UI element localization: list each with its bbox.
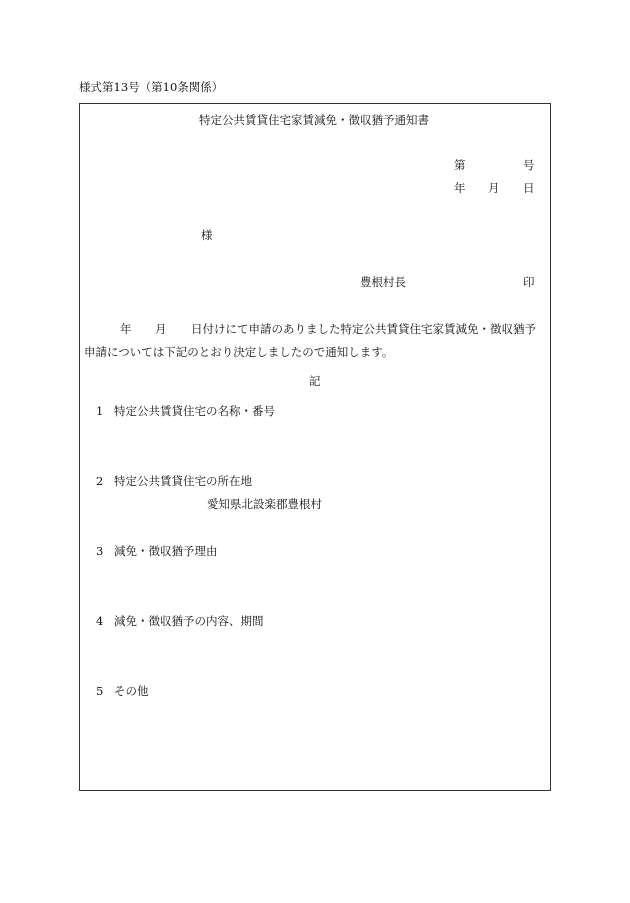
- number-dai: 第: [454, 158, 466, 172]
- ki-heading: 記: [309, 374, 321, 388]
- item-1-number: 1: [96, 404, 104, 418]
- item-2-value: 愛知県北設楽郡豊根村: [207, 497, 322, 511]
- item-1-label: 特定公共賃貸住宅の名称・番号: [114, 404, 275, 418]
- item-3-number: 3: [96, 544, 104, 558]
- date-day: 日: [523, 181, 535, 195]
- item-5-number: 5: [96, 684, 104, 698]
- date-year: 年: [454, 181, 466, 195]
- body-month: 月: [155, 322, 167, 336]
- body-line2: 申請については下記のとおり決定しましたので通知します。: [84, 345, 394, 359]
- body-year: 年: [120, 322, 132, 336]
- item-2-label: 特定公共賃貸住宅の所在地: [114, 474, 252, 488]
- item-2-number: 2: [96, 474, 104, 488]
- item-5-label: その他: [114, 684, 149, 698]
- number-go: 号: [523, 158, 535, 172]
- item-4-number: 4: [96, 614, 104, 628]
- item-4-label: 減免・徴収猶予の内容、期間: [114, 614, 264, 628]
- body-line1: 日付けにて申請のありました特定公共賃貸住宅家賃減免・徴収猶予: [191, 322, 536, 336]
- form-label: 様式第13号（第10条関係）: [79, 80, 224, 94]
- addressee-suffix: 様: [201, 228, 213, 242]
- document-title: 特定公共賃貸住宅家賃減免・徴収猶予通知書: [199, 113, 429, 127]
- form-frame: [79, 103, 551, 791]
- item-3-label: 減免・徴収猶予理由: [114, 544, 218, 558]
- seal-mark: 印: [523, 275, 535, 289]
- issuer-name: 豊根村長: [360, 275, 406, 289]
- date-month: 月: [488, 181, 500, 195]
